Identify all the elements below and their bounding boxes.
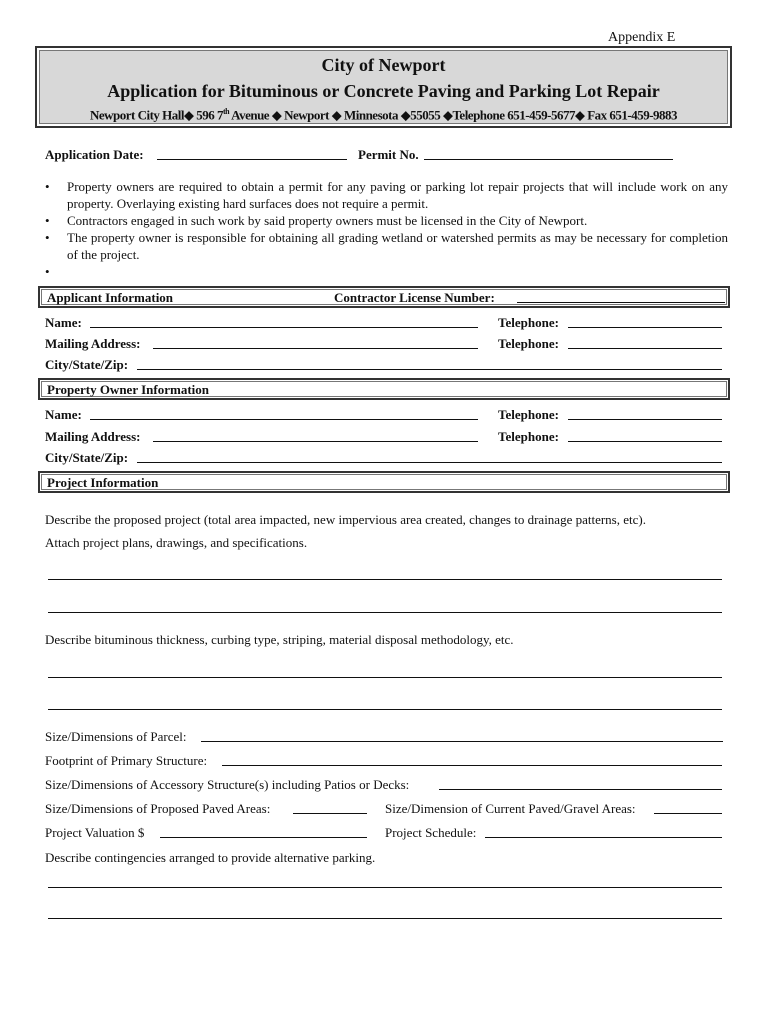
section-title: Applicant Information <box>47 290 174 305</box>
owner-telephone-field[interactable] <box>568 419 722 420</box>
appendix-label: Appendix E <box>608 30 676 45</box>
owner-name-label: Name: <box>45 407 82 422</box>
schedule-label: Project Schedule: <box>385 825 477 840</box>
section-title: Property Owner Information <box>47 382 209 397</box>
footprint-field[interactable] <box>222 765 722 766</box>
contractor-license-field[interactable] <box>517 302 725 303</box>
applicant-telephone2-field[interactable] <box>568 348 722 349</box>
permit-no-label: Permit No. <box>358 147 419 162</box>
parcel-size-label: Size/Dimensions of Parcel: <box>45 729 187 744</box>
owner-section-header <box>38 378 730 400</box>
proposed-paved-label: Size/Dimensions of Proposed Paved Areas: <box>45 801 271 816</box>
applicant-mailing-label: Mailing Address: <box>45 336 141 351</box>
applicant-name-label: Name: <box>45 315 82 330</box>
applicant-mailing-field[interactable] <box>153 348 478 349</box>
applicant-city-field[interactable] <box>137 369 722 370</box>
bituminous-text: Describe bituminous thickness, curbing type, striping, material disposal methodology, etc. <box>45 632 514 647</box>
project-description-text: Describe the proposed project (total area impacted, new impervious area created, changes to drainage patterns, etc). <box>45 512 646 527</box>
valuation-label: Project Valuation $ <box>45 825 145 840</box>
bituminous-field-2[interactable] <box>48 709 722 710</box>
bituminous-field-1[interactable] <box>48 677 722 678</box>
list-item <box>45 263 728 280</box>
list-item: • Property owners are required to obtain a permit for any paving or parking lot repair projects that will include work on any property. Overlaying existing hard surfaces does not require a permit. <box>45 178 728 212</box>
contingencies-field-1[interactable] <box>48 887 722 888</box>
city-title: City of Newport <box>321 55 446 75</box>
attach-plans-text: Attach project plans, drawings, and specifications. <box>45 535 308 550</box>
accessory-field[interactable] <box>439 789 722 790</box>
city-hall-address: Newport City Hall◆ 596 7th Avenue ◆ Newport ◆ Minnesota ◆55055 ◆Telephone 651-459-5677◆ Fax 651-459-9883 <box>89 107 678 123</box>
owner-telephone2-label: Telephone: <box>498 429 559 444</box>
owner-name-field[interactable] <box>90 419 478 420</box>
current-paved-label: Size/Dimension of Current Paved/Gravel Areas: <box>385 801 636 816</box>
valuation-field[interactable] <box>160 837 367 838</box>
owner-mailing-label: Mailing Address: <box>45 429 141 444</box>
permit-no-field[interactable] <box>424 159 673 160</box>
contractor-license-label: Contractor License Number: <box>334 290 495 305</box>
owner-mailing-field[interactable] <box>153 441 478 442</box>
list-item: • The property owner is responsible for obtaining all grading wetland or watershed permits as may be necessary for completion of the project. <box>45 229 728 263</box>
contingencies-field-2[interactable] <box>48 918 722 919</box>
applicant-name-field[interactable] <box>90 327 478 328</box>
project-description-field-2[interactable] <box>48 612 722 613</box>
applicant-city-label: City/State/Zip: <box>45 357 129 372</box>
applicant-section-header <box>38 286 730 308</box>
owner-telephone-label: Telephone: <box>498 407 559 422</box>
section-title: Project Information <box>47 475 159 490</box>
footprint-label: Footprint of Primary Structure: <box>45 753 208 768</box>
owner-telephone2-field[interactable] <box>568 441 722 442</box>
parcel-size-field[interactable] <box>201 741 723 742</box>
proposed-paved-field[interactable] <box>293 813 367 814</box>
application-date-label: Application Date: <box>45 147 144 162</box>
requirements-list <box>45 178 728 280</box>
form-header <box>35 46 732 128</box>
accessory-label: Size/Dimensions of Accessory Structure(s) including Patios or Decks: <box>45 777 410 792</box>
project-description-field-1[interactable] <box>48 579 722 580</box>
schedule-field[interactable] <box>485 837 722 838</box>
applicant-telephone-field[interactable] <box>568 327 722 328</box>
current-paved-field[interactable] <box>654 813 722 814</box>
application-date-field[interactable] <box>157 159 347 160</box>
form-title: Application for Bituminous or Concrete Paving and Parking Lot Repair <box>107 81 660 101</box>
owner-city-field[interactable] <box>137 462 722 463</box>
project-section-header <box>38 471 730 493</box>
list-item: • Contractors engaged in such work by said property owners must be licensed in the City of Newport. <box>45 212 728 229</box>
contingencies-label: Describe contingencies arranged to provide alternative parking. <box>45 850 376 865</box>
applicant-telephone-label: Telephone: <box>498 315 559 330</box>
applicant-telephone2-label: Telephone: <box>498 336 559 351</box>
owner-city-label: City/State/Zip: <box>45 450 129 465</box>
